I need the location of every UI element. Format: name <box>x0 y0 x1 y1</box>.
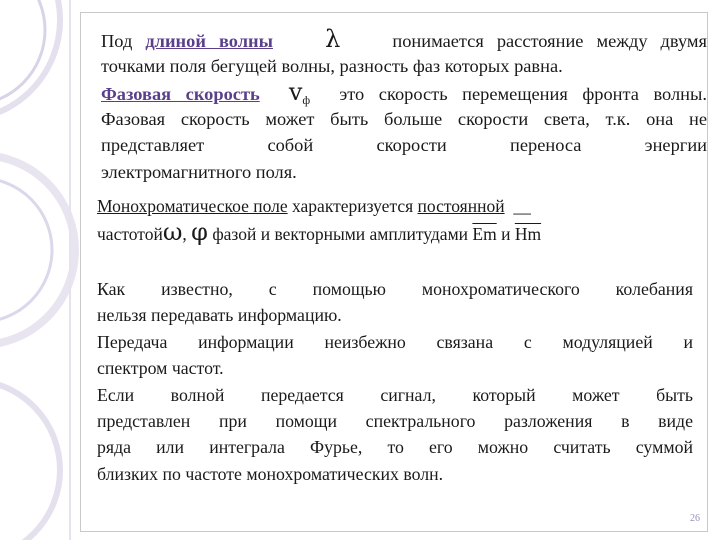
term-monochromatic-field[interactable]: Монохроматическое поле <box>97 196 288 216</box>
paragraph-monochromatic <box>97 193 657 247</box>
term-constant[interactable]: постоянной <box>417 196 505 216</box>
p3-line-5: Если волной передается сигнал, который может быть <box>97 384 693 405</box>
paragraph-information <box>97 276 693 487</box>
H-amplitude-symbol: $\overline{Hm}$ <box>514 224 542 244</box>
paragraph-definitions <box>101 26 707 185</box>
lambda-symbol: λ <box>325 25 341 53</box>
p3-line-1: Как известно, с помощью монохроматического колебания <box>97 279 693 299</box>
p1-line-5: представляет собой скорости переноса энергии <box>101 135 707 155</box>
decorative-rings <box>0 0 90 540</box>
p3-line-6: представлен при помощи спектрального разложения в виде <box>97 410 693 431</box>
p1-line-3: Фазовая скорость $v_ф$ это скорость перемещения фронта волны. <box>101 78 707 107</box>
phi-symbol: φ <box>191 218 208 246</box>
p3-line-7: ряда или интеграла Фурье, то его можно считать суммой <box>97 437 693 458</box>
p3-line-8: близких по частоте монохроматических волн. <box>97 463 444 484</box>
E-amplitude-symbol: $\overline{Em}$ <box>472 224 497 244</box>
page-number: 26 <box>690 513 700 524</box>
omega-symbol: ω <box>162 218 183 246</box>
p1-line-1: Под длиной волны λ понимается расстояние между двумя <box>101 25 708 53</box>
p3-line-3: Передача информации неизбежно связана с модуляцией и <box>97 331 693 352</box>
p1-line-4: Фазовая скорость может быть больше скорости света, т.к. она не <box>101 108 707 129</box>
p2-line-2: частотойω, φ фазой и векторными амплитудами $\overline{Em}$ и $\overline{Hm}$ <box>97 218 542 246</box>
term-wavelength[interactable]: длиной волны <box>145 31 273 51</box>
p3-line-4: спектром частот. <box>97 358 224 379</box>
p2-line-1: Монохроматическое поле характеризуется постоянной __ <box>97 196 531 216</box>
term-phase-velocity[interactable]: Фазовая скорость <box>101 84 260 104</box>
p1-line-2: точками поля бегущей волны, разность фаз которых равна. <box>101 55 563 76</box>
v-phase-symbol: v <box>288 78 303 106</box>
p1-line-6: электромагнитного поля. <box>101 161 297 182</box>
p3-line-2: нельзя передавать информацию. <box>97 305 342 326</box>
